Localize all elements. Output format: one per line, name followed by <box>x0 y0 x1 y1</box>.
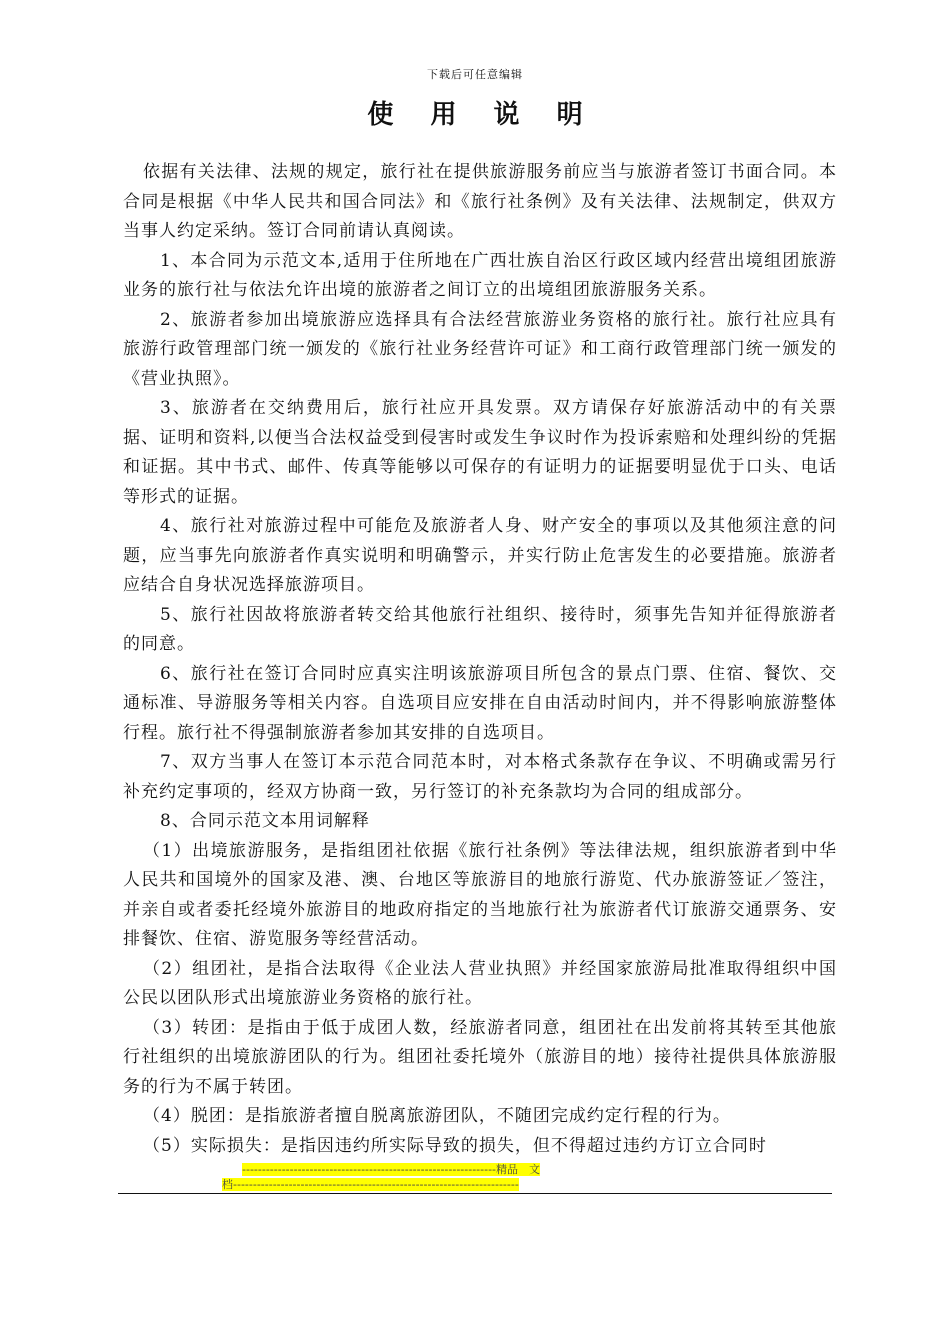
page-title: 使 用 说 明 <box>367 100 597 130</box>
paragraph: 4、旅行社对旅游过程中可能危及旅游者人身、财产安全的事项以及其他须注意的问题，应当事先向旅游者作真实说明和明确警示，并实行防止危害发生的必要措施。旅游者应结合自身状况选择旅游项目。 <box>123 516 837 595</box>
document-body <box>123 158 837 1161</box>
paragraph: 5、旅行社因故将旅游者转交给其他旅行社组织、接待时，须事先告知并征得旅游者的同意。 <box>123 604 837 654</box>
footer-watermark <box>222 1162 728 1192</box>
paragraph: 8、合同示范文本用词解释 <box>160 811 370 831</box>
footer-line-1: ----------------------------------------------------------------精品 文 <box>242 1163 541 1176</box>
paragraph: 3、旅游者在交纳费用后，旅行社应开具发票。双方请保存好旅游活动中的有关票据、证明和资料,以便当合法权益受到侵害时或发生争议时作为投诉索赔和处理纠纷的凭据和证据。其中书式、邮件、传真等能够以可保存的有证明力的证据要明显优于口头、电话等形式的证据。 <box>123 398 837 507</box>
footer-divider <box>118 1193 832 1194</box>
paragraph: 7、双方当事人在签订本示范合同范本时，对本格式条款存在争议、不明确或需另行补充约定事项的，经双方协商一致，另行签订的补充条款均为合同的组成部分。 <box>123 752 837 802</box>
paragraph: （2）组团社，是指合法取得《企业法人营业执照》并经国家旅游局批准取得组织中国公民以团队形式出境旅游业务资格的旅行社。 <box>123 958 837 1008</box>
paragraph: （4）脱团：是指旅游者擅自脱离旅游团队，不随团完成约定行程的行为。 <box>143 1106 731 1126</box>
paragraph: 6、旅行社在签订合同时应真实注明该旅游项目所包含的景点门票、住宿、餐饮、交通标准、导游服务等相关内容。自选项目应安排在自由活动时间内，并不得影响旅游整体行程。旅行社不得强制旅游者参加其安排的自选项目。 <box>123 663 837 743</box>
paragraph: 依据有关法律、法规的规定，旅行社在提供旅游服务前应当与旅游者签订书面合同。本合同是根据《中华人民共和国合同法》和《旅行社条例》及有关法律、法规制定，供双方当事人约定采纳。签订合同前请认真阅读。 <box>123 162 837 241</box>
paragraph: 1、本合同为示范文本,适用于住所地在广西壮族自治区行政区域内经营出境组团旅游业务的旅行社与依法允许出境的旅游者之间订立的出境组团旅游服务关系。 <box>123 250 837 300</box>
paragraph: （3）转团：是指由于低于成团人数，经旅游者同意，组团社在出发前将其转至其他旅行社组织的出境旅游团队的行为。组团社委托境外（旅游目的地）接待社提供具体旅游服务的行为不属于转团。 <box>123 1017 837 1097</box>
paragraph: 2、旅游者参加出境旅游应选择具有合法经营旅游业务资格的旅行社。旅行社应具有旅游行政管理部门统一颁发的《旅行社业务经营许可证》和工商行政管理部门统一颁发的《营业执照》。 <box>123 309 837 389</box>
header-note: 下载后可任意编辑 <box>427 68 523 81</box>
paragraph: （5）实际损失：是指因违约所实际导致的损失，但不得超过违约方订立合同时 <box>143 1135 767 1156</box>
paragraph: （1）出境旅游服务，是指组团社依据《旅行社条例》等法律法规，组织旅游者到中华人民共和国境外的国家及港、澳、台地区等旅游目的地旅行游览、代办旅游签证／签注，并亲自或者委托经境外旅游目的地政府指定的当地旅行社为旅游者代订旅游交通票务、安排餐饮、住宿、游览服务等经营活动。 <box>123 840 837 949</box>
footer-line-2: 档------------------------------------------------------------------------ <box>222 1178 519 1191</box>
